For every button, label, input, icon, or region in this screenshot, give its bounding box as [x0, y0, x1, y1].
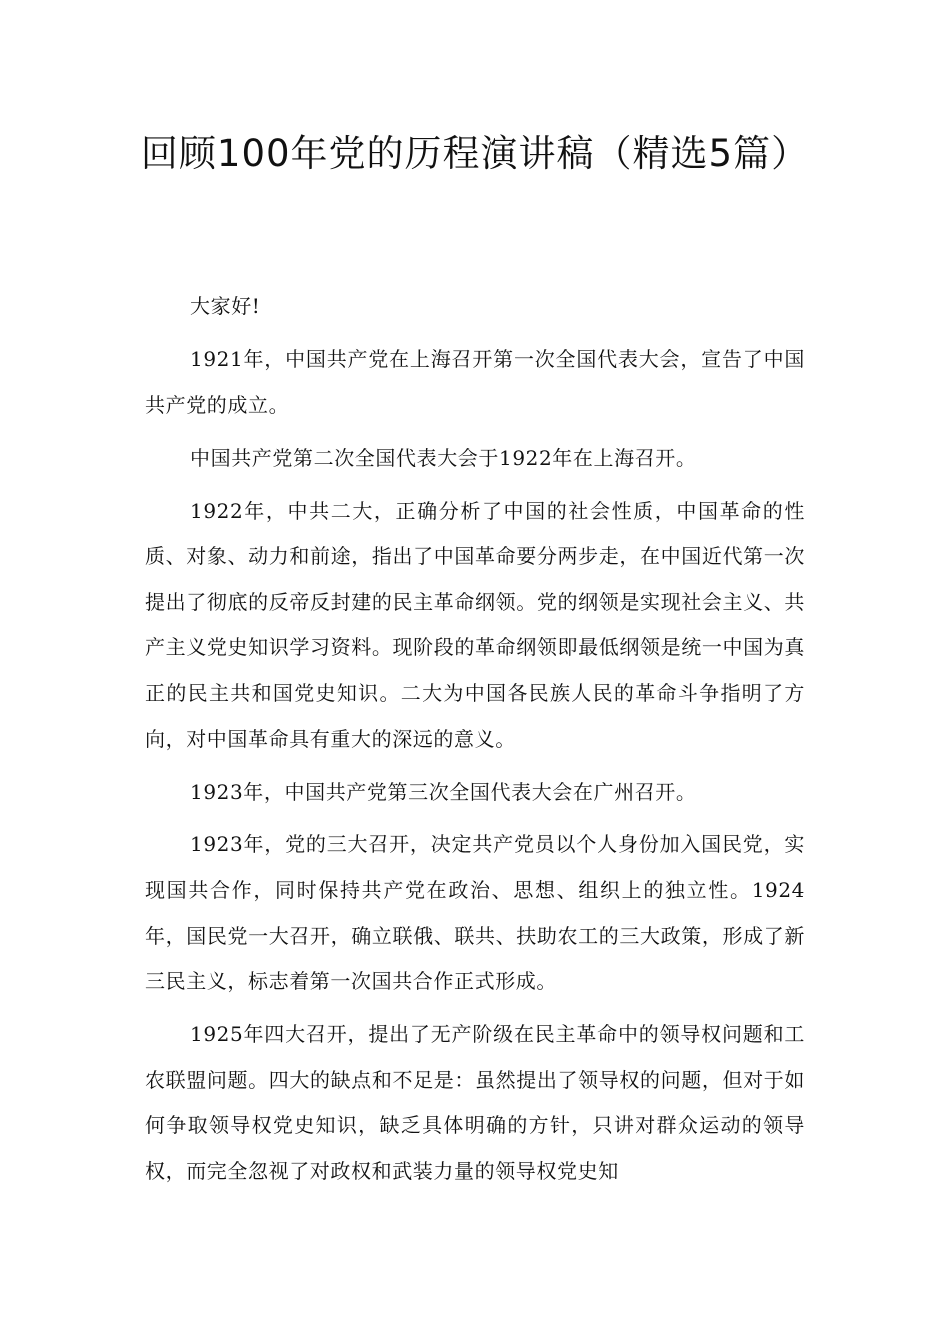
- paragraph-second-congress: 中国共产党第二次全国代表大会于1922年在上海召开。: [190, 445, 697, 470]
- paragraph-1922: 1922年，中共二大，正确分析了中国的社会性质，中国革命的性质、对象、动力和前途，指出了中国革命要分两步走，在中国近代第一次提出了彻底的反帝反封建的民主革命纲领。党的纲领是实现社会主义、共产主义党史知识学习资料。现阶段的革命纲领即最低纲领是统一中国为真正的民主共和国党史知识。二大为中国各民族人民的革命斗争指明了方向，对中国革命具有重大的深远的意义。: [145, 498, 805, 751]
- paragraph-third-congress: 1923年，中国共产党第三次全国代表大会在广州召开。: [190, 779, 697, 804]
- paragraph-1921: 1921年，中国共产党在上海召开第一次全国代表大会，宣告了中国共产党的成立。: [145, 346, 805, 417]
- paragraph-1923: 1923年，党的三大召开，决定共产党员以个人身份加入国民党，实现国共合作，同时保持共产党在政治、思想、组织上的独立性。1924年，国民党一大召开，确立联俄、联共、扶助农工的三大政策，形成了新三民主义，标志着第一次国共合作正式形成。: [145, 832, 805, 994]
- paragraph-1925: 1925年四大召开，提出了无产阶级在民主革命中的领导权问题和工农联盟问题。四大的缺点和不足是：虽然提出了领导权的问题，但对于如何争取领导权党史知识，缺乏具体明确的方针，只讲对群众运动的领导权，而完全忽视了对政权和武装力量的领导权党史知: [145, 1022, 805, 1184]
- document-title: 回顾100年党的历程演讲稿（精选5篇）: [140, 132, 810, 175]
- paragraph-greeting: 大家好!: [190, 294, 261, 318]
- document-body: [145, 284, 805, 1202]
